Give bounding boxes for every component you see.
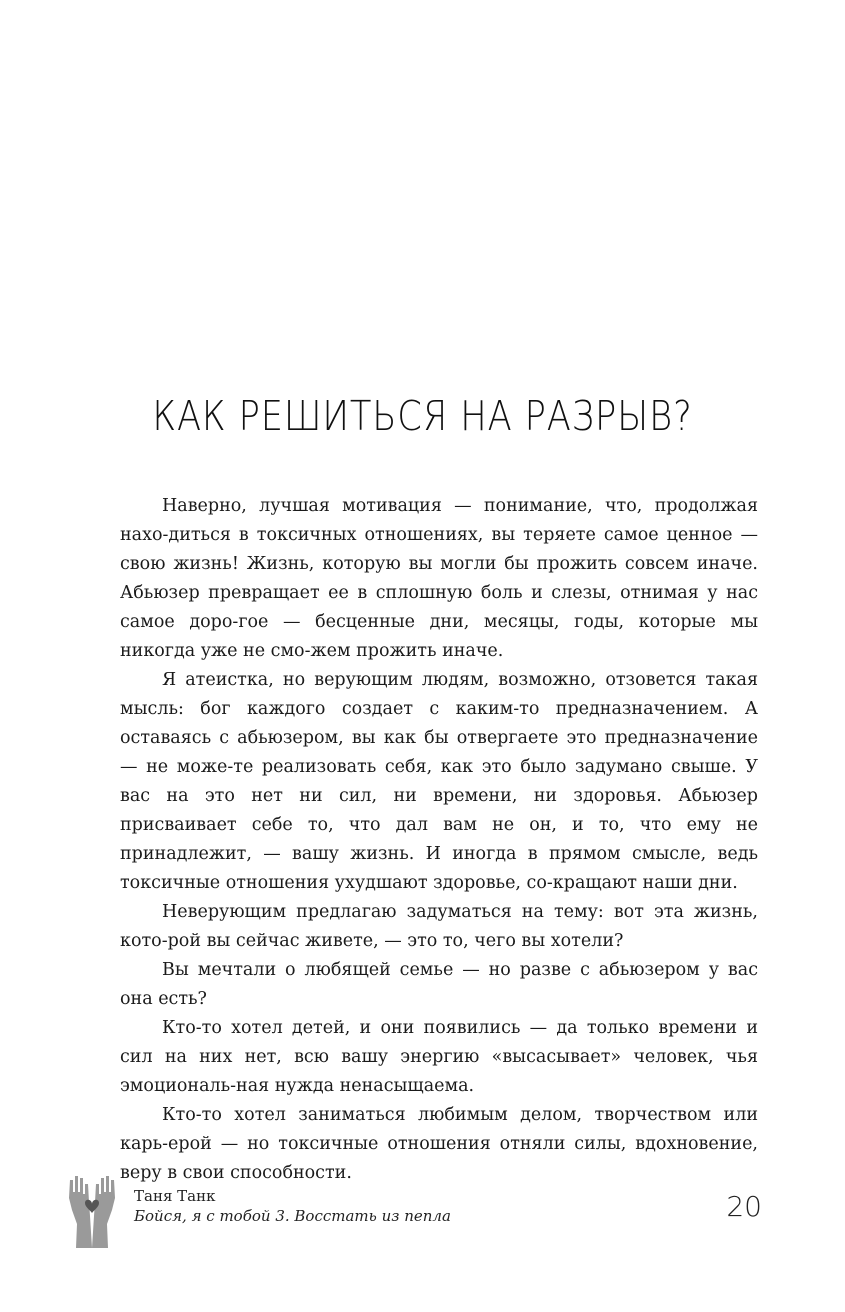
paragraph: Наверно, лучшая мотивация — понимание, что, продолжая нахо-диться в токсичных отношениях, вы теряете самое ценное — свою жизнь! Жизнь, которую вы могли бы прожить совсем иначе. Абьюзер превращает ее в сплошную боль и слезы, отнимая у нас самое доро-гое — бесценные дни, месяцы, годы, которые мы никогда уже не смо-жем прожить иначе. [120,496,758,661]
paragraph: Я атеистка, но верующим людям, возможно, отзовется такая мысль: бог каждого создает с каким-то предназначением. А оставаясь с абьюзером, вы как бы отвергаете это предназначение — не може-те реализовать себя, как это было задумано свыше. У вас на это нет ни сил, ни времени, ни здоровья. Абьюзер присваивает себе то, что дал вам не он, и то, что ему не принадлежит, — вашу жизнь. И иногда в прямом смысле, ведь токсичные отношения ухудшают здоровье, со-кращают наши дни. [120,670,758,893]
left-hand-shape [69,1176,92,1248]
paragraph: Вы мечтали о любящей семье — но разве с абьюзером у вас она есть? [120,960,758,1009]
right-hand-shape [92,1176,115,1248]
chapter-body [120,492,758,1188]
page-number: 20 [726,1190,762,1223]
chapter-title: КАК РЕШИТЬСЯ НА РАЗРЫВ? [152,392,693,440]
footer-credits [134,1186,451,1226]
paragraph: Кто-то хотел детей, и они появились — да только времени и сил на них нет, всю вашу энергию «высасывает» человек, чья эмоциональ-ная нужда ненасыщаема. [120,1018,758,1096]
hands-heart-icon [66,1172,118,1248]
paragraph: Неверующим предлагаю задуматься на тему: вот эта жизнь, кото-рой вы сейчас живете, — это то, чего вы хотели? [120,902,758,951]
footer-book-title: Бойся, я с тобой 3. Восстать из пепла [134,1207,451,1225]
footer-author: Таня Танк [134,1187,216,1205]
paragraph: Кто-то хотел заниматься любимым делом, творчеством или карь-ерой — но токсичные отношения отняли силы, вдохновение, веру в свои способности. [120,1105,758,1183]
